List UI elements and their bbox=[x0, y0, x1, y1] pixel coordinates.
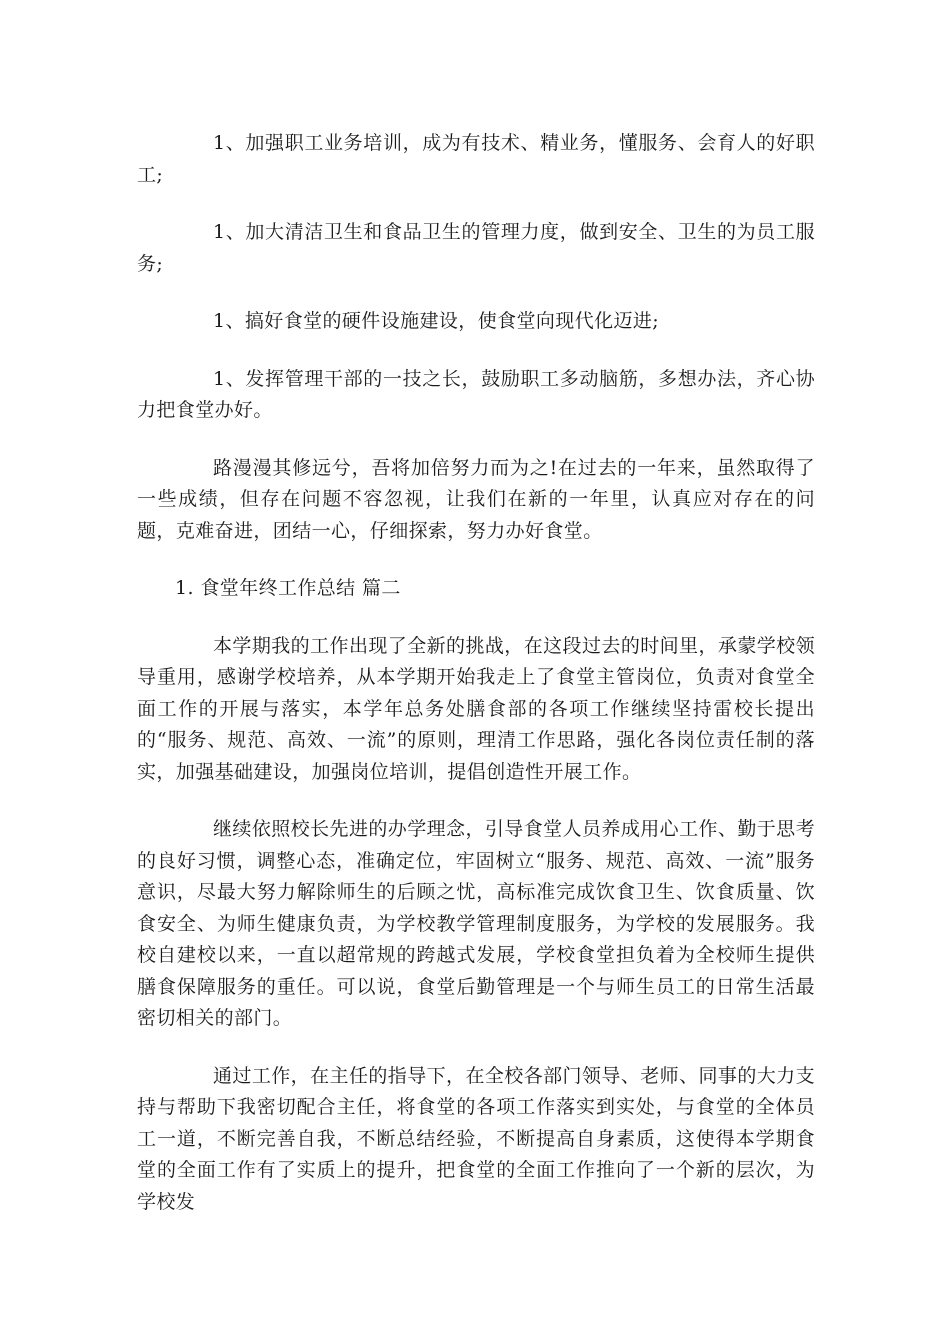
paragraph-conclusion: 路漫漫其修远兮，吾将加倍努力而为之!在过去的一年来，虽然取得了一些成绩，但存在问题不容忽视，让我们在新的一年里，认真应对存在的问题，克难奋进，团结一心，仔细探索，努力办好食堂。 bbox=[137, 456, 815, 542]
paragraph-list-item-2: 1、加大清洁卫生和食品卫生的管理力度，做到安全、卫生的为员工服务; bbox=[137, 221, 815, 275]
paragraph-body-3: 通过工作，在主任的指导下，在全校各部门领导、老师、同事的大力支持与帮助下我密切配合主任，将食堂的各项工作落实到实处，与食堂的全体员工一道，不断完善自我，不断总结经验，不断提高自身素质，这使得本学期食堂的全面工作有了实质上的提升，把食堂的全面工作推向了一个新的层次，为学校发 bbox=[137, 1064, 815, 1213]
paragraph-body-1: 本学期我的工作出现了全新的挑战，在这段过去的时间里，承蒙学校领导重用，感谢学校培养，从本学期开始我走上了食堂主管岗位，负责对食堂全面工作的开展与落实，本学年总务处膳食部的各项工作继续坚持雷校长提出的“服务、规范、高效、一流”的原则，理清工作思路，强化各岗位责任制的落实，加强基础建设，加强岗位培训，提倡创造性开展工作。 bbox=[137, 634, 815, 783]
paragraph-list-item-1: 1、加强职工业务培训，成为有技术、精业务，懂服务、会育人的好职工; bbox=[137, 132, 815, 186]
paragraph-list-item-4: 1、发挥管理干部的一技之长，鼓励职工多动脑筋，多想办法，齐心协力把食堂办好。 bbox=[137, 367, 815, 421]
paragraph-list-item-3: 1、搞好食堂的硬件设施建设，使食堂向现代化迈进; bbox=[213, 310, 660, 332]
section-heading: 1. 食堂年终工作总结 篇二 bbox=[175, 577, 401, 599]
paragraph-body-2: 继续依照校长先进的办学理念，引导食堂人员养成用心工作、勤于思考的良好习惯，调整心态，准确定位，牢固树立“服务、规范、高效、一流”服务意识，尽最大努力解除师生的后顾之忧，高标准完成饮食卫生、饮食质量、饮食安全、为师生健康负责，为学校教学管理制度服务，为学校的发展服务。我校自建校以来，一直以超常规的跨越式发展，学校食堂担负着为全校师生提供膳食保障服务的重任。可以说，食堂后勤管理是一个与师生员工的日常生活最密切相关的部门。 bbox=[137, 818, 815, 1029]
document-body bbox=[137, 128, 815, 1244]
